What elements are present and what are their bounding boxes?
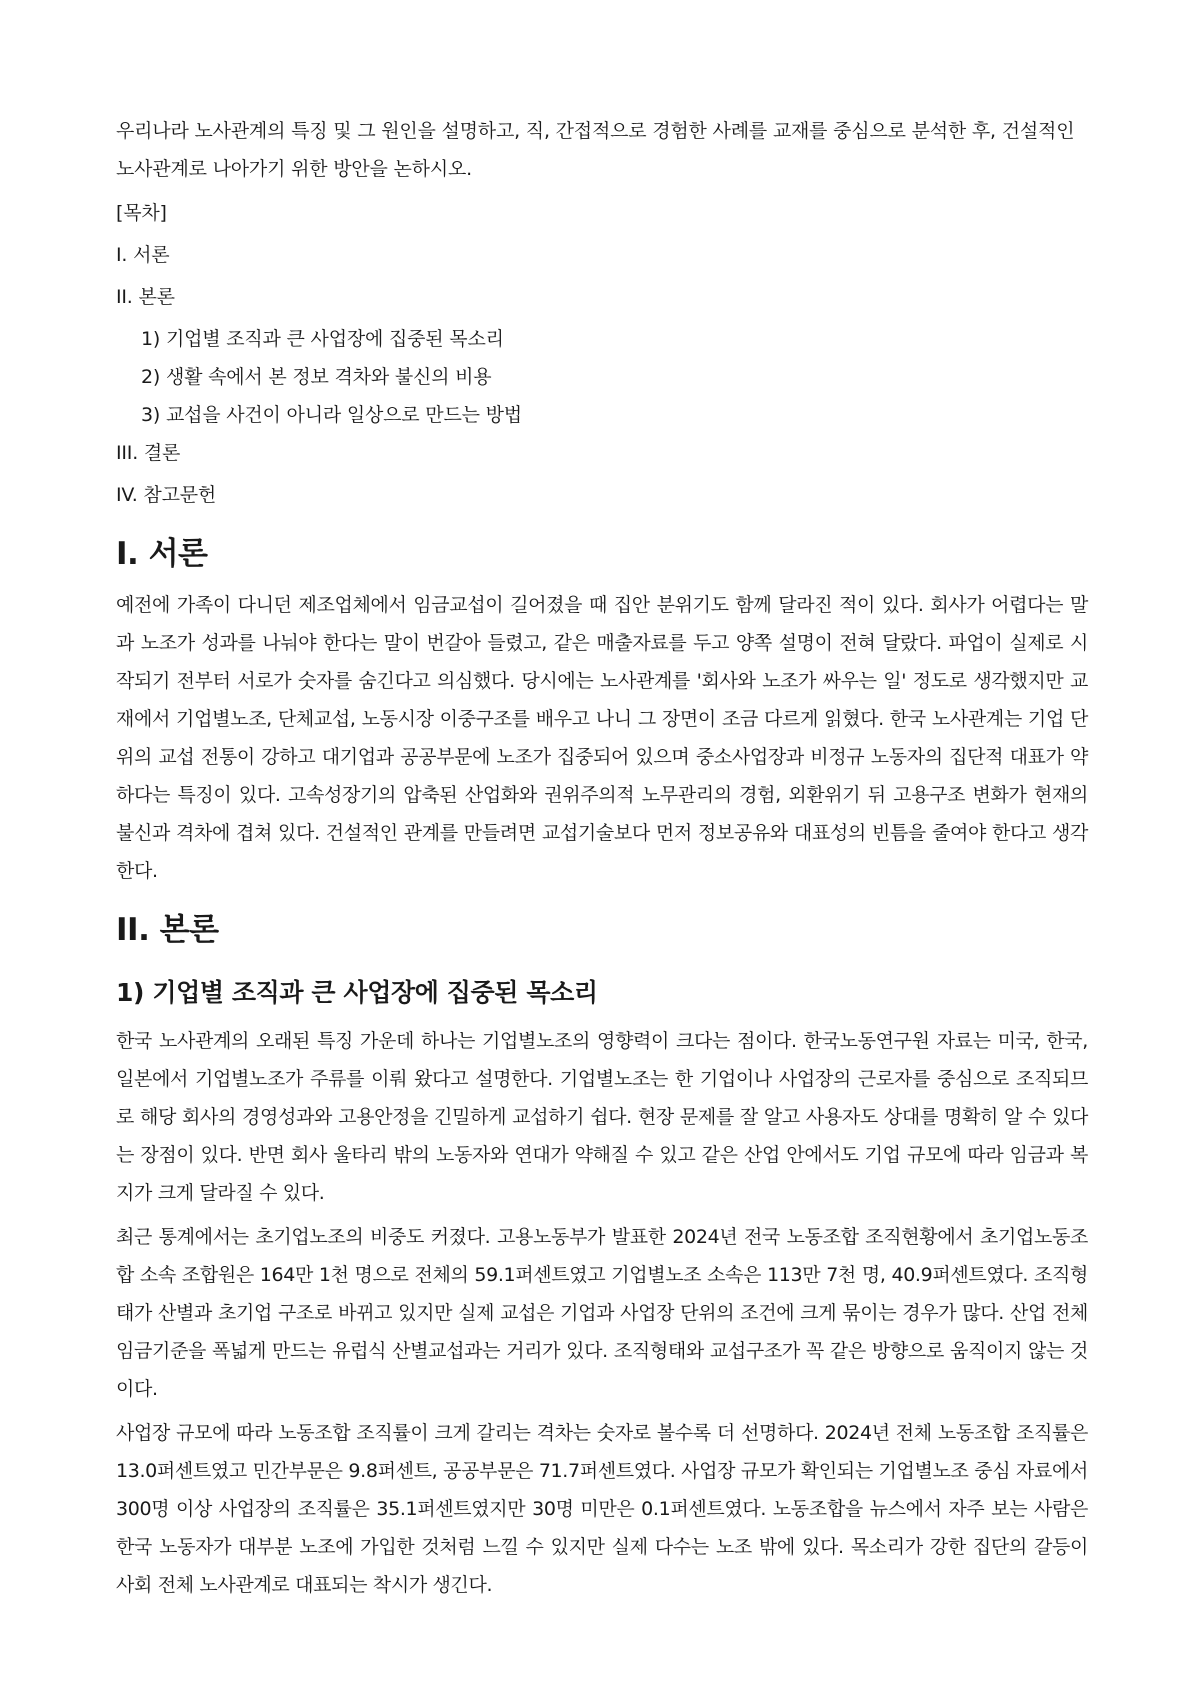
intro-heading: I. 서론 xyxy=(116,536,208,572)
toc-item-conclusion: III. 결론 xyxy=(116,442,181,464)
subsection-1-paragraph-3: 사업장 규모에 따라 노동조합 조직률이 크게 갈리는 격차는 숫자로 볼수록 더 선명하다. 2024년 전체 노동조합 조직률은 13.0퍼센트였고 민간부문은 9.8퍼센트, 공공부문은 71.7퍼센트였다. 사업장 규모가 확인되는 기업별노조 중심 자료에서 300명 이상 사업장의 조직률은 35.1퍼센트였지만 30명 미만은 0.1퍼센트였다. 노동조합을 뉴스에서 자주 보는 사람은 한국 노동자가 대부분 노조에 가입한 것처럼 느낄 수 있지만 실제 다수는 노조 밖에 있다. 목소리가 강한 집단의 갈등이 사회 전체 노사관계로 대표되는 착시가 생긴다. xyxy=(116,1422,1088,1596)
intro-paragraph: 예전에 가족이 다니던 제조업체에서 임금교섭이 길어졌을 때 집안 분위기도 함께 달라진 적이 있다. 회사가 어렵다는 말과 노조가 성과를 나눠야 한다는 말이 번갈아 들렸고, 같은 매출자료를 두고 양쪽 설명이 전혀 달랐다. 파업이 실제로 시작되기 전부터 서로가 숫자를 숨긴다고 의심했다. 당시에는 노사관계를 '회사와 노조가 싸우는 일' 정도로 생각했지만 교재에서 기업별노조, 단체교섭, 노동시장 이중구조를 배우고 나니 그 장면이 조금 다르게 읽혔다. 한국 노사관계는 기업 단위의 교섭 전통이 강하고 대기업과 공공부문에 노조가 집중되어 있으며 중소사업장과 비정규 노동자의 집단적 대표가 약하다는 특징이 있다. 고속성장기의 압축된 산업화와 권위주의적 노무관리의 경험, 외환위기 뒤 고용구조 변화가 현재의 불신과 격차에 겹쳐 있다. 건설적인 관계를 만들려면 교섭기술보다 먼저 정보공유와 대표성의 빈틈을 줄여야 한다고 생각한다. xyxy=(116,594,1088,882)
toc-item-intro: I. 서론 xyxy=(116,244,170,266)
subsection-1-paragraph-2: 최근 통계에서는 초기업노조의 비중도 커졌다. 고용노동부가 발표한 2024년 전국 노동조합 조직현황에서 초기업노동조합 소속 조합원은 164만 1천 명으로 전체의 59.1퍼센트였고 기업별노조 소속은 113만 7천 명, 40.9퍼센트였다. 조직형태가 산별과 초기업 구조로 바뀌고 있지만 실제 교섭은 기업과 사업장 단위의 조건에 크게 묶이는 경우가 많다. 산업 전체 임금기준을 폭넓게 만드는 유럽식 산별교섭과는 거리가 있다. 조직형태와 교섭구조가 꼭 같은 방향으로 움직이지 않는 것이다. xyxy=(116,1226,1088,1400)
toc-subitem-2: 2) 생활 속에서 본 정보 격차와 불신의 비용 xyxy=(141,366,492,388)
toc-title: [목차] xyxy=(116,202,167,224)
toc-subitem-1: 1) 기업별 조직과 큰 사업장에 집중된 목소리 xyxy=(141,328,504,350)
assignment-prompt: 우리나라 노사관계의 특징 및 그 원인을 설명하고, 직, 간접적으로 경험한 사례를 교재를 중심으로 분석한 후, 건설적인 노사관계로 나아가기 위한 방안을 논하시오. xyxy=(116,120,1075,180)
body-heading: II. 본론 xyxy=(116,912,219,948)
toc-subitem-3: 3) 교섭을 사건이 아니라 일상으로 만드는 방법 xyxy=(141,404,522,426)
subsection-1-heading: 1) 기업별 조직과 큰 사업장에 집중된 목소리 xyxy=(116,978,598,1007)
subsection-1-paragraph-1: 한국 노사관계의 오래된 특징 가운데 하나는 기업별노조의 영향력이 크다는 점이다. 한국노동연구원 자료는 미국, 한국, 일본에서 기업별노조가 주류를 이뤄 왔다고 설명한다. 기업별노조는 한 기업이나 사업장의 근로자를 중심으로 조직되므로 해당 회사의 경영성과와 고용안정을 긴밀하게 교섭하기 쉽다. 현장 문제를 잘 알고 사용자도 상대를 명확히 알 수 있다는 장점이 있다. 반면 회사 울타리 밖의 노동자와 연대가 약해질 수 있고 같은 산업 안에서도 기업 규모에 따라 임금과 복지가 크게 달라질 수 있다. xyxy=(116,1030,1088,1204)
table-of-contents xyxy=(116,194,1088,514)
toc-item-body: II. 본론 xyxy=(116,286,175,308)
toc-item-references: IV. 참고문헌 xyxy=(116,484,217,506)
